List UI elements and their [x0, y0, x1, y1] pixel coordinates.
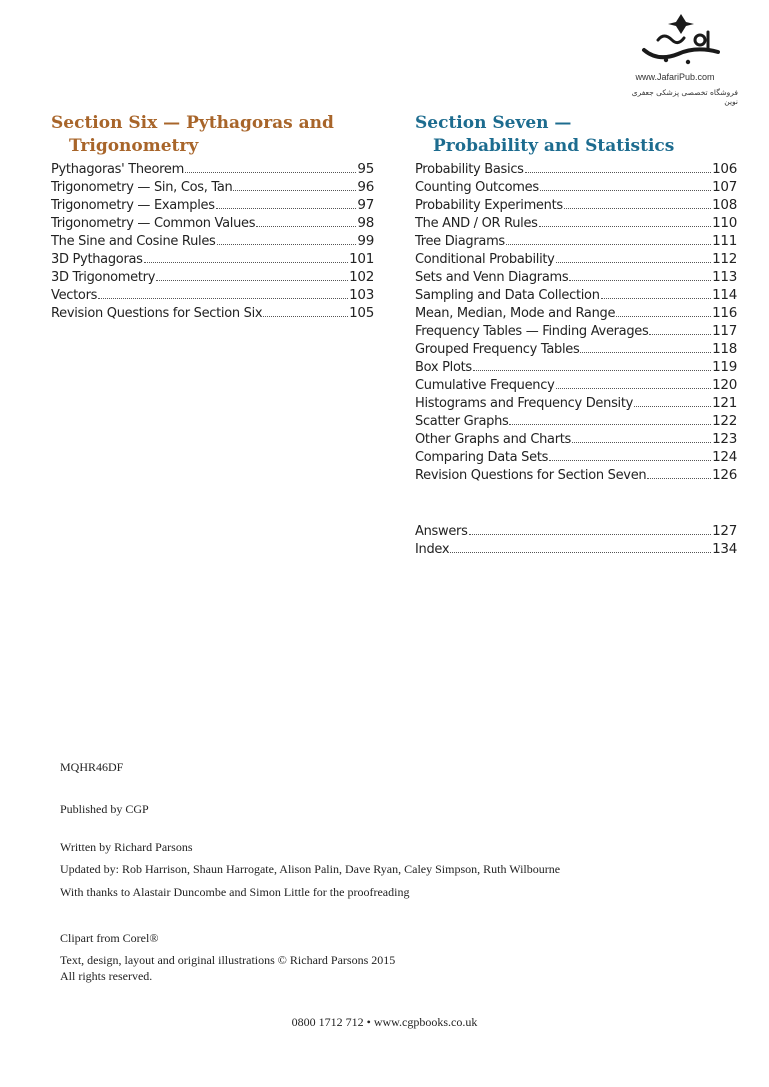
- toc-entry-page: 120: [712, 377, 737, 393]
- toc-entry-page: 121: [712, 395, 737, 411]
- toc-entry[interactable]: [415, 359, 737, 377]
- toc-leader-dots: [156, 280, 348, 281]
- toc-entry-page: 114: [712, 287, 737, 303]
- toc-entry-page: 134: [712, 541, 737, 557]
- section-six: [51, 112, 374, 323]
- toc-leader-dots: [525, 172, 711, 173]
- toc-entry-page: 124: [712, 449, 737, 465]
- toc-entry-title: Trigonometry — Common Values: [51, 216, 256, 231]
- toc-entry[interactable]: [415, 431, 737, 449]
- toc-entry[interactable]: [415, 523, 737, 541]
- toc-entry-title: The Sine and Cosine Rules: [51, 234, 216, 249]
- logo-url: www.JafariPub.com: [635, 72, 715, 82]
- toc-entry[interactable]: [51, 233, 374, 251]
- toc-entry-page: 95: [357, 161, 374, 177]
- toc-leader-dots: [233, 190, 356, 191]
- toc-entry[interactable]: [51, 305, 374, 323]
- toc-entry-title: Cumulative Frequency: [415, 378, 555, 393]
- toc-entry-page: 126: [712, 467, 737, 483]
- toc-entry-page: 117: [712, 323, 737, 339]
- toc-entry-title: The AND / OR Rules: [415, 216, 538, 231]
- toc-entry[interactable]: [415, 179, 737, 197]
- toc-entry[interactable]: [415, 449, 737, 467]
- toc-entry[interactable]: [415, 467, 737, 485]
- toc-entry-title: Sets and Venn Diagrams: [415, 270, 569, 285]
- toc-entry-page: 113: [712, 269, 737, 285]
- toc-entry-page: 99: [357, 233, 374, 249]
- toc-entry[interactable]: [415, 233, 737, 251]
- toc-entry[interactable]: [51, 197, 374, 215]
- toc-leader-dots: [216, 208, 357, 209]
- toc-leader-dots: [263, 316, 348, 317]
- toc-entry-title: 3D Pythagoras: [51, 252, 143, 267]
- section-six-title-line2: Trigonometry: [69, 136, 199, 156]
- toc-leader-dots: [569, 280, 711, 281]
- toc-entry-page: 105: [349, 305, 374, 321]
- thanks-line: With thanks to Alastair Duncombe and Simon Little for the proofreading: [60, 885, 410, 899]
- toc-entry[interactable]: [415, 215, 737, 233]
- toc-entry-title: Histograms and Frequency Density: [415, 396, 634, 411]
- toc-leader-dots: [649, 334, 711, 335]
- toc-leader-dots: [647, 478, 711, 479]
- toc-entry-page: 106: [712, 161, 737, 177]
- toc-entry-page: 118: [712, 341, 737, 357]
- toc-leader-dots: [540, 190, 711, 191]
- logo-mark-icon: [638, 10, 724, 68]
- toc-leader-dots: [616, 316, 711, 317]
- section-six-title-line1: Section Six — Pythagoras and: [51, 113, 334, 133]
- toc-entry[interactable]: [51, 269, 374, 287]
- toc-entry-title: Trigonometry — Sin, Cos, Tan: [51, 180, 233, 195]
- toc-entry[interactable]: [51, 215, 374, 233]
- toc-entry-title: Frequency Tables — Finding Averages: [415, 324, 649, 339]
- toc-leader-dots: [450, 552, 711, 553]
- toc-entry-title: Probability Basics: [415, 162, 524, 177]
- section-seven-title: [415, 112, 737, 158]
- toc-leader-dots: [556, 262, 712, 263]
- toc-entry[interactable]: [415, 287, 737, 305]
- toc-entry-title: 3D Trigonometry: [51, 270, 156, 285]
- toc-entry-page: 119: [712, 359, 737, 375]
- toc-entry[interactable]: [51, 161, 374, 179]
- toc-entry-title: Scatter Graphs: [415, 414, 509, 429]
- section-six-toc: [51, 161, 374, 323]
- toc-entry-title: Comparing Data Sets: [415, 450, 549, 465]
- toc-entry-title: Revision Questions for Section Seven: [415, 468, 647, 483]
- author-line: Written by Richard Parsons: [60, 840, 193, 854]
- toc-entry-page: 127: [712, 523, 737, 539]
- toc-entry-page: 97: [357, 197, 374, 213]
- toc-leader-dots: [256, 226, 356, 227]
- toc-leader-dots: [549, 460, 711, 461]
- toc-entry-title: Index: [415, 542, 450, 557]
- toc-leader-dots: [572, 442, 711, 443]
- updated-by-line: Updated by: Rob Harrison, Shaun Harrogate, Alison Palin, Dave Ryan, Caley Simpson, Ruth Wilbourne: [60, 862, 561, 876]
- toc-leader-dots: [98, 298, 348, 299]
- toc-entry-title: Pythagoras' Theorem: [51, 162, 184, 177]
- toc-entry[interactable]: [415, 541, 737, 559]
- toc-entry-title: Vectors: [51, 288, 98, 303]
- toc-entry[interactable]: [415, 395, 737, 413]
- toc-entry-title: Grouped Frequency Tables: [415, 342, 580, 357]
- toc-entry-title: Answers: [415, 524, 468, 539]
- end-matter: [415, 523, 737, 559]
- toc-entry-title: Other Graphs and Charts: [415, 432, 572, 447]
- logo-subtitle: فروشگاه تخصصی پزشکی جعفری نوین: [631, 88, 738, 106]
- rights-line: All rights reserved.: [60, 969, 153, 983]
- toc-entry[interactable]: [51, 179, 374, 197]
- toc-entry[interactable]: [415, 251, 737, 269]
- publisher-logo: [620, 10, 740, 106]
- toc-entry-page: 96: [357, 179, 374, 195]
- toc-entry-page: 110: [712, 215, 737, 231]
- toc-entry[interactable]: [415, 305, 737, 323]
- toc-entry[interactable]: [415, 197, 737, 215]
- toc-entry[interactable]: [415, 341, 737, 359]
- toc-entry-page: 112: [712, 251, 737, 267]
- toc-leader-dots: [509, 424, 711, 425]
- toc-leader-dots: [601, 298, 711, 299]
- toc-entry-title: Sampling and Data Collection: [415, 288, 600, 303]
- copyright-line: Text, design, layout and original illustrations © Richard Parsons 2015: [60, 953, 396, 967]
- toc-entry-page: 111: [712, 233, 737, 249]
- toc-entry-page: 103: [349, 287, 374, 303]
- toc-entry[interactable]: [415, 323, 737, 341]
- section-seven-title-line2: Probability and Statistics: [433, 136, 675, 156]
- product-code: MQHR46DF: [60, 760, 124, 774]
- toc-leader-dots: [539, 226, 711, 227]
- toc-leader-dots: [506, 244, 711, 245]
- toc-leader-dots: [217, 244, 357, 245]
- toc-entry-page: 98: [357, 215, 374, 231]
- section-seven: [415, 112, 737, 485]
- section-six-title: [51, 112, 374, 158]
- toc-leader-dots: [469, 534, 712, 535]
- toc-entry-title: Tree Diagrams: [415, 234, 505, 249]
- toc-entry-page: 102: [349, 269, 374, 285]
- toc-leader-dots: [564, 208, 711, 209]
- toc-entry-title: Mean, Median, Mode and Range: [415, 306, 616, 321]
- toc-entry[interactable]: [51, 287, 374, 305]
- toc-entry-title: Conditional Probability: [415, 252, 555, 267]
- toc-entry-title: Trigonometry — Examples: [51, 198, 215, 213]
- toc-leader-dots: [580, 352, 711, 353]
- toc-entry[interactable]: [51, 251, 374, 269]
- toc-entry-page: 101: [349, 251, 374, 267]
- toc-entry-page: 116: [712, 305, 737, 321]
- toc-entry-title: Box Plots: [415, 360, 472, 375]
- toc-entry-page: 108: [712, 197, 737, 213]
- clipart-line: Clipart from Corel®: [60, 931, 159, 945]
- toc-entry[interactable]: [415, 269, 737, 287]
- publisher-line: Published by CGP: [60, 802, 149, 816]
- toc-entry-title: Counting Outcomes: [415, 180, 539, 195]
- toc-leader-dots: [185, 172, 356, 173]
- toc-leader-dots: [634, 406, 711, 407]
- toc-entry[interactable]: [415, 413, 737, 431]
- toc-entry-page: 123: [712, 431, 737, 447]
- toc-entry-title: Revision Questions for Section Six: [51, 306, 263, 321]
- toc-entry-title: Probability Experiments: [415, 198, 563, 213]
- footer-contact: 0800 1712 712 • www.cgpbooks.co.uk: [291, 1015, 478, 1029]
- toc-leader-dots: [556, 388, 712, 389]
- toc-entry-page: 107: [712, 179, 737, 195]
- end-matter-toc: [415, 523, 737, 559]
- toc-entry[interactable]: [415, 161, 737, 179]
- toc-leader-dots: [144, 262, 348, 263]
- section-seven-title-line1: Section Seven —: [415, 113, 572, 133]
- toc-entry-page: 122: [712, 413, 737, 429]
- section-seven-toc: [415, 161, 737, 485]
- toc-entry[interactable]: [415, 377, 737, 395]
- toc-leader-dots: [473, 370, 711, 371]
